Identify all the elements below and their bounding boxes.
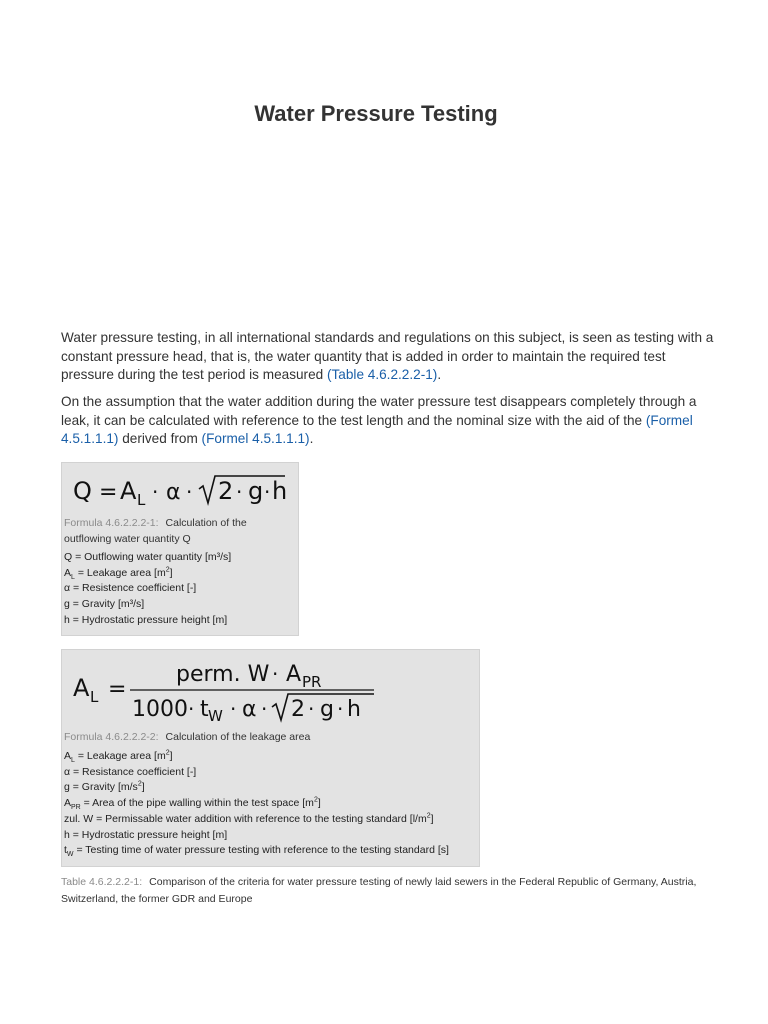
svg-text:A: A: [120, 477, 137, 505]
formula-caption-text: Calculation of the leakage area: [165, 731, 311, 743]
svg-text:perm. W: perm. W: [176, 662, 270, 687]
subscript: PR: [71, 804, 81, 812]
variable-legend: [64, 749, 449, 859]
variable-h: h = Hydrostatic pressure height [m]: [64, 828, 228, 841]
paragraph-end: .: [437, 367, 442, 383]
variable-apr: [64, 796, 449, 812]
svg-text:·: ·: [337, 697, 344, 721]
svg-text:Q: Q: [73, 477, 92, 505]
svg-text:h: h: [272, 477, 288, 505]
svg-text:·: ·: [152, 480, 159, 504]
symbol: A: [64, 566, 72, 579]
formula-caption-text: Calculation of the outflowing water quantity Q: [64, 517, 247, 545]
superscript: 2: [426, 812, 431, 820]
subscript: L: [71, 573, 75, 581]
paragraph-text: On the assumption that the water addition during the water pressure test disappears completely through a leak, it can be calculated with reference to the test length and the nominal size with the aid of the: [61, 394, 697, 428]
svg-text:A: A: [73, 674, 90, 702]
variable-g: [64, 780, 449, 796]
superscript: 2: [165, 566, 170, 574]
svg-text:h: h: [347, 697, 361, 722]
subscript: W: [66, 851, 74, 859]
formula-caption: [64, 515, 284, 547]
symbol: A: [64, 797, 72, 810]
paragraph-end: .: [309, 431, 314, 447]
paragraph-text: Water pressure testing, in all international standards and regulations on this subject, is seen as testing with a constant pressure head, that is, the water quantity that is added in order to maintain the required test pressure during the test period is measured: [61, 330, 714, 383]
bracket: ]: [169, 750, 173, 762]
variable-alpha: α = Resistance coefficient [-]: [64, 765, 197, 778]
svg-text:α: α: [166, 480, 181, 505]
superscript: 2: [313, 796, 318, 804]
svg-text:2: 2: [291, 697, 305, 722]
symbol: t: [64, 844, 67, 857]
svg-text:L: L: [137, 491, 146, 509]
svg-text:=: =: [108, 677, 127, 702]
variable-legend: [64, 550, 231, 629]
leakage-formula-image: [62, 650, 479, 726]
svg-text:α: α: [242, 697, 257, 722]
svg-text:=: =: [99, 480, 118, 505]
definition: = Leakage area [m: [74, 566, 166, 579]
variable-al: [64, 566, 231, 582]
intro-paragraph: [61, 329, 721, 385]
superscript: 2: [165, 749, 170, 757]
table-caption: [61, 874, 721, 907]
svg-text:W: W: [208, 707, 223, 725]
svg-text:L: L: [90, 688, 99, 706]
page-title: Water Pressure Testing: [254, 101, 498, 126]
svg-text:·: ·: [264, 480, 271, 504]
svg-text:·: ·: [230, 697, 237, 721]
definition: zul. W = Permissable water addition with reference to the testing standard [l/m: [64, 812, 427, 825]
svg-text:2: 2: [218, 477, 234, 505]
variable-q: Q = Outflowing water quantity [m³/s]: [64, 551, 232, 563]
svg-text:·: ·: [188, 697, 195, 721]
formula-source-link[interactable]: (Formel 4.5.1.1.1): [201, 431, 310, 447]
variable-w: [64, 812, 449, 828]
subscript: L: [71, 757, 75, 765]
table-caption-text: Comparison of the criteria for water pressure testing of newly laid sewers in the Federal Republic of Germany, Austria, Switzerland, the former GDR and Europe: [61, 876, 697, 905]
svg-text:t: t: [200, 697, 209, 722]
bracket: ]: [169, 566, 173, 579]
svg-text:·: ·: [186, 480, 193, 504]
paragraph-text-middle: derived from: [118, 431, 202, 447]
definition: g = Gravity [m/s: [64, 781, 138, 794]
assumption-paragraph: [61, 393, 721, 449]
variable-al: [64, 749, 449, 765]
variable-tw: [64, 843, 449, 859]
svg-text:g: g: [248, 477, 264, 505]
formula-box-leakage: [61, 649, 480, 867]
variable-h: h = Hydrostatic pressure height [m]: [64, 613, 228, 626]
outflow-formula-image: [62, 463, 298, 513]
superscript: 2: [137, 780, 142, 788]
formula-box-outflow: [61, 462, 299, 636]
formula-number: Formula 4.6.2.2.2-1:: [64, 517, 159, 529]
variable-alpha: α = Resistence coefficient [-]: [64, 582, 197, 595]
bracket: ]: [317, 797, 321, 810]
variable-g: g = Gravity [m³/s]: [64, 598, 145, 611]
definition: = Area of the pipe walling within the test space [m: [80, 797, 314, 810]
svg-text:g: g: [320, 697, 334, 722]
definition: = Testing time of water pressure testing with reference to the testing standard [s]: [73, 844, 449, 857]
svg-text:PR: PR: [302, 673, 322, 691]
table-reference-link[interactable]: (Table 4.6.2.2.2-1): [326, 367, 438, 383]
definition: = Leakage area [m: [74, 750, 166, 762]
svg-text:A: A: [286, 662, 302, 687]
svg-text:1000: 1000: [132, 697, 188, 722]
svg-text:·: ·: [308, 697, 315, 721]
formula-reference-link[interactable]: (Formel 4.5.1.1.1): [61, 412, 693, 447]
symbol: A: [64, 750, 72, 762]
formula-number: Formula 4.6.2.2.2-2:: [64, 731, 159, 743]
svg-text:·: ·: [261, 697, 268, 721]
formula-caption: [64, 729, 310, 745]
bracket: ]: [430, 812, 434, 825]
svg-text:·: ·: [236, 480, 243, 504]
svg-text:·: ·: [272, 662, 279, 686]
table-number: Table 4.6.2.2.2-1:: [61, 876, 143, 888]
bracket: ]: [141, 781, 145, 794]
